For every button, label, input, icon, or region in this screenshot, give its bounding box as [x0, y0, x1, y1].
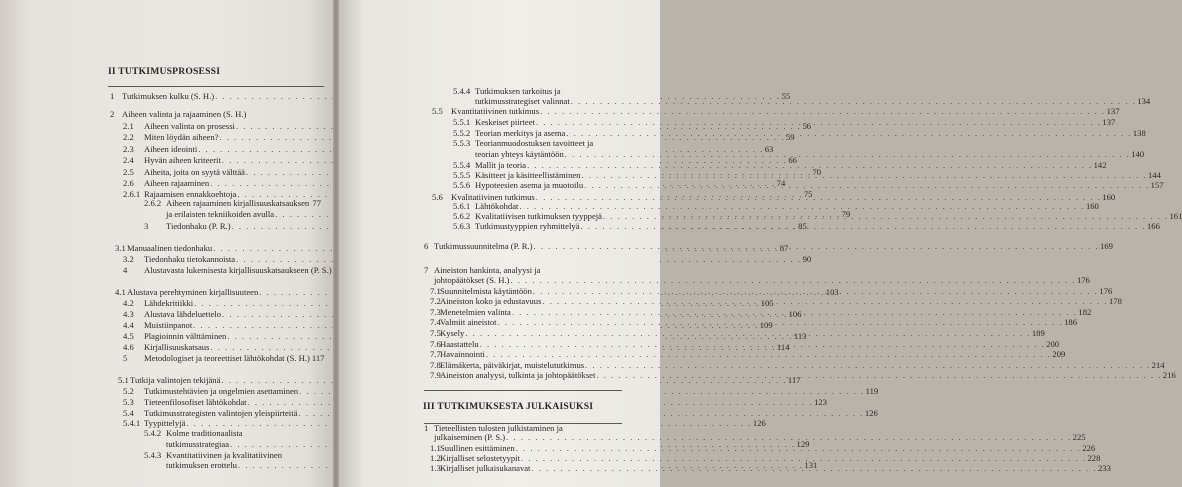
toc-entry-title: Suullinen esittäminen — [440, 443, 515, 453]
toc-entry-title: Tutkimuksen kulku (S. H.) — [122, 91, 215, 101]
toc-entry-number: 3.2 — [123, 254, 134, 264]
toc-entry-number: 7.4 — [430, 317, 441, 327]
dot-leader — [596, 371, 1162, 380]
toc-entry-title: Aiheen valinta on prosessi — [144, 121, 235, 131]
toc-entry-page: 178 — [1108, 296, 1122, 306]
toc-entry-number: 7.8 — [430, 360, 441, 370]
toc-entry-title: Tutkimustyyppien ryhmittelyä — [475, 221, 580, 231]
toc-entry-title: Kvantitatiivinen ja kvalitatiivinen — [166, 450, 282, 460]
dot-leader — [571, 97, 1137, 106]
toc-entry — [430, 360, 1165, 370]
dot-leader — [566, 129, 1132, 138]
toc-entry-number: 5.4.4 — [453, 86, 471, 96]
toc-entry — [453, 87, 622, 96]
toc-entry — [110, 110, 321, 119]
toc-entry-number: 7 — [424, 265, 429, 275]
toc-entry — [434, 432, 1086, 442]
toc-entry-title: Suunnitelmista käytäntöön — [440, 286, 532, 296]
dot-leader — [531, 464, 1097, 473]
toc-entry — [432, 106, 1120, 116]
toc-entry-page: 126 — [864, 408, 878, 418]
toc-entry-page: 117 — [311, 353, 325, 363]
dot-leader — [584, 178, 1150, 190]
toc-entry-page: 105 — [760, 298, 774, 308]
dot-leader — [533, 287, 1099, 296]
toc-entry-number: 5.6.1 — [453, 201, 471, 211]
dot-leader — [516, 444, 1082, 453]
toc-entry-title: Lähdekritiikki — [144, 298, 194, 308]
toc-entry-number: 2.2 — [123, 132, 134, 142]
toc-entry-number: 7.7 — [430, 349, 441, 359]
toc-entry — [453, 201, 1099, 211]
toc-entry-page: 117 — [787, 375, 801, 385]
dot-leader — [542, 297, 1108, 306]
toc-entry-title: Aineiston hankinta, analyysi ja — [434, 265, 541, 275]
toc-entry-title: Kvalitatiivinen tutkimus — [451, 192, 535, 202]
toc-entry-page: 216 — [1162, 370, 1176, 380]
toc-entry — [144, 451, 321, 460]
book-gutter — [333, 0, 339, 487]
toc-entry-page: 59 — [785, 132, 795, 142]
toc-entry-number: 7.1 — [430, 286, 441, 296]
toc-entry-number: 1.2 — [430, 453, 441, 463]
toc-entry-page: 182 — [1078, 307, 1092, 317]
toc-entry-number: 5.4.2 — [144, 428, 162, 438]
toc-entry-page: 70 — [812, 167, 822, 177]
toc-entry-title: Tieteenfilosofiset lähtökohdat — [144, 397, 247, 407]
toc-entry-page: 214 — [1151, 360, 1165, 370]
toc-entry-number: 5.5.6 — [453, 180, 471, 190]
dot-leader — [580, 222, 1146, 231]
toc-entry-title: Kirjallisuuskatsaus — [144, 342, 210, 352]
toc-entry-page: 87 — [779, 243, 789, 253]
toc-entry — [123, 353, 325, 363]
toc-entry-title: Hyvän aiheen kriteerit — [144, 155, 221, 165]
toc-entry-title: tutkimusstrategiset valinnat — [475, 96, 570, 106]
toc-entry-title: Metodologiset ja teoreettiset lähtökohdat (S. H.) — [144, 353, 310, 363]
toc-entry — [123, 254, 812, 264]
section-heading: III TUTKIMUKSESTA JULKAISUKSI — [423, 401, 594, 412]
toc-entry-title: Kvantitatiivinen tutkimus — [451, 106, 540, 116]
toc-entry-page: 142 — [1093, 160, 1107, 170]
toc-entry-number: 2 — [110, 109, 115, 119]
toc-entry-number: 3.1 — [115, 243, 126, 253]
toc-entry-title: Aiheita, joita on syytä välttää — [144, 167, 245, 177]
toc-entry-page: 137 — [1106, 106, 1120, 116]
toc-entry — [144, 199, 321, 208]
toc-entry — [430, 453, 1101, 463]
toc-entry-number: 2.1 — [123, 121, 134, 131]
dot-leader — [603, 209, 1169, 221]
toc-entry-title: Tutkija valintojen tekijänä — [130, 375, 221, 385]
toc-entry-title: Aiheen rajaaminen kirjallisuuskatsauksen — [166, 198, 310, 208]
toc-entry — [434, 275, 1090, 285]
section-heading: II TUTKIMUSPROSESSI — [108, 66, 221, 77]
dot-leader — [519, 202, 1085, 211]
toc-entry — [430, 349, 1066, 359]
toc-entry-number: 4.4 — [123, 320, 134, 330]
toc-entry-title: Haastattelu — [440, 339, 479, 349]
toc-entry-title: Manuaalinen tiedonhaku — [127, 243, 213, 253]
toc-entry-number: 5.4.1 — [123, 418, 141, 428]
toc-entry-number: 4 — [123, 265, 128, 275]
toc-entry-page: 114 — [776, 342, 790, 352]
toc-entry — [453, 139, 622, 148]
dot-leader — [540, 107, 1106, 116]
toc-entry-page: 233 — [1097, 463, 1111, 473]
toc-entry-title: Tutkimusstrategisten valintojen yleispiirteitä — [144, 408, 298, 418]
toc-entry-page: 161 — [1169, 211, 1182, 221]
toc-entry-page: 140 — [1131, 149, 1145, 159]
toc-entry-number: 5.5.5 — [453, 170, 471, 180]
toc-entry-page: 137 — [1102, 117, 1116, 127]
toc-entry-page: 200 — [1046, 339, 1060, 349]
toc-entry-number: 5.1 — [118, 375, 129, 385]
toc-entry-number: 5 — [123, 353, 128, 363]
toc-entry-title: Kvalitatiivisen tutkimuksen tyyppejä — [475, 211, 602, 221]
toc-entry-number: 2.4 — [123, 155, 134, 165]
toc-entry-title: Tieteellisten tulosten julkistaminen ja — [434, 423, 563, 433]
section-rule — [108, 86, 324, 87]
toc-entry-title: Lähtökohdat — [475, 201, 519, 211]
toc-entry-title: Aiheen rajaaminen — [144, 178, 210, 188]
toc-entry-title: Miten löydän aiheen? — [144, 132, 219, 142]
toc-entry-title: Kirjalliset selostetyypit — [440, 453, 520, 463]
dot-leader — [536, 118, 1102, 127]
toc-entry-title: Alustava lähdeluettelo — [144, 309, 222, 319]
toc-entry-page: 75 — [803, 189, 813, 199]
toc-entry-page: 74 — [776, 178, 786, 188]
dot-leader — [521, 454, 1087, 463]
toc-entry-title: Käsitteet ja käsitteellistäminen — [475, 170, 581, 180]
toc-entry-page: 126 — [752, 418, 766, 428]
toc-entry-number: 7.2 — [430, 296, 441, 306]
toc-entry-number: 5.4 — [123, 408, 134, 418]
toc-entry-number: 4.6 — [123, 342, 134, 352]
toc-entry-title: Alustava perehtyminen kirjallisuuteen — [127, 287, 259, 297]
toc-entry-title: Plagioinnin välttäminen — [144, 331, 227, 341]
toc-entry-title: Tutkimussuunnitelma (P. R.) — [434, 241, 533, 251]
toc-entry-page: 85 — [798, 221, 807, 231]
toc-entry-number: 5.6 — [432, 192, 443, 202]
toc-entry-title: tutkimusstrategiaa — [166, 439, 230, 449]
toc-entry-number: 5.6.3 — [453, 221, 471, 231]
toc-entry-page: 160 — [1085, 201, 1099, 211]
toc-entry-number: 2.5 — [123, 167, 134, 177]
toc-entry-title: Muistiinpanot — [144, 320, 193, 330]
toc-entry-title: Aiheen valinta ja rajaaminen (S. H.) — [122, 109, 247, 119]
toc-entry-number: 7.6 — [430, 339, 441, 349]
toc-entry-number: 5.5.1 — [453, 117, 471, 127]
dot-leader — [480, 340, 1046, 349]
toc-entry-page: 166 — [1147, 221, 1160, 231]
toc-entry-page: 160 — [1102, 192, 1116, 202]
toc-entry-page: 129 — [796, 439, 810, 449]
dot-leader — [534, 242, 1100, 251]
dot-leader — [310, 199, 311, 208]
toc-entry-page: 186 — [1064, 317, 1077, 327]
toc-entry-number: 1 — [424, 423, 429, 433]
toc-entry-number: 1 — [110, 91, 115, 101]
dot-leader — [512, 308, 1078, 317]
toc-entry-title: Tiedonhaku tietokannoista — [144, 254, 236, 264]
toc-entry-title: Kysely — [440, 328, 465, 338]
toc-entry-number: 5.5.2 — [453, 128, 471, 138]
toc-entry-page: 176 — [1076, 275, 1090, 285]
toc-entry-page: 134 — [1137, 96, 1151, 106]
toc-entry-number: 5.6.2 — [453, 211, 471, 221]
dot-leader — [486, 350, 1052, 359]
toc-entry-title: johtopäätökset (S. H.) — [434, 275, 510, 285]
toc-entry-number: 4.2 — [123, 298, 134, 308]
toc-entry-number: 1.3 — [430, 463, 441, 473]
toc-entry-title: tutkimuksen erottelu — [166, 460, 237, 470]
toc-entry-title: Kirjalliset julkaisukanavat — [440, 463, 531, 473]
toc-entry — [123, 386, 879, 396]
toc-entry-number: 2.6.2 — [144, 198, 162, 208]
toc-entry-page: 144 — [1148, 170, 1161, 180]
toc-entry-page: 176 — [1099, 286, 1113, 296]
toc-entry-title: Aiheen ideointi — [144, 144, 198, 154]
toc-entry-number: 7.9 — [430, 370, 441, 380]
toc-entry-page: 109 — [759, 320, 773, 330]
toc-entry-number: 5.5.4 — [453, 160, 471, 170]
toc-entry-page: 77 — [312, 198, 321, 208]
toc-entry-title: Tutkimustehtävien ja ongelmien asettaminen — [144, 386, 299, 396]
toc-entry-number: 5.5.3 — [453, 138, 471, 148]
toc-entry — [144, 429, 321, 438]
toc-entry-title: Menetelmien valinta — [440, 307, 511, 317]
toc-entry-page: 63 — [764, 144, 774, 154]
toc-entry-page: 79 — [841, 209, 851, 219]
toc-entry-page: 189 — [1031, 328, 1045, 338]
toc-entry-number: 2.6.1 — [123, 189, 141, 199]
toc-entry-number: 4.3 — [123, 309, 134, 319]
toc-entry-page: 106 — [788, 309, 802, 319]
toc-entry-number: 3 — [144, 221, 149, 231]
dot-leader — [510, 276, 1076, 285]
toc-entry-page: 228 — [1087, 453, 1101, 463]
toc-entry-title: Teorian merkitys ja asema — [475, 128, 566, 138]
toc-entry — [123, 265, 332, 275]
toc-entry-number: 2.3 — [123, 144, 134, 154]
toc-entry-number: 5.5 — [432, 106, 443, 116]
toc-entry-number: 4.1 — [115, 287, 126, 297]
toc-entry-title: Aineiston koko ja edustavuus — [440, 296, 542, 306]
toc-entry-number: 2.6 — [123, 178, 134, 188]
toc-entry-page: 56 — [802, 121, 812, 131]
toc-entry-page: 90 — [802, 254, 812, 264]
toc-entry-number: 7.3 — [430, 307, 441, 317]
toc-entry-page: 225 — [1072, 432, 1086, 442]
toc-entry-page: 226 — [1082, 443, 1096, 453]
toc-entry-number: 7.5 — [430, 328, 441, 338]
toc-entry-title: Teorianmuodostuksen tavoitteet ja — [475, 138, 594, 148]
toc-entry-number: 5.3 — [123, 397, 134, 407]
toc-entry-title: Hypoteesien asema ja muotoilu — [475, 180, 584, 190]
toc-entry-page: 66 — [788, 155, 797, 165]
toc-entry — [424, 266, 622, 275]
toc-entry-title: Havainnointi — [440, 349, 485, 359]
toc-entry-title: Aineiston analyysi, tulkinta ja johtopäätökset — [440, 370, 596, 380]
dot-leader — [527, 161, 1093, 170]
toc-entry-page: 103 — [825, 287, 839, 297]
toc-entry-title: Alustavasta lukemisesta kirjallisuuskatsaukseen (P. S.) — [144, 265, 332, 275]
toc-entry-page: 119 — [865, 386, 879, 396]
toc-entry-title: Elämäkerta, päiväkirjat, muistelututkimus — [440, 360, 585, 370]
toc-entry-number: 1.1 — [430, 443, 441, 453]
toc-entry-page: 113 — [793, 331, 807, 341]
toc-entry-title: Tiedonhaku (P. R.) — [166, 221, 231, 231]
toc-entry-title: teorian yhteys käytäntöön — [475, 149, 564, 159]
section-rule — [424, 390, 622, 391]
toc-entry-title: Tyypittelyjä — [144, 418, 186, 428]
toc-entry-number: 4.5 — [123, 331, 134, 341]
toc-entry-page: 131 — [804, 460, 818, 470]
dot-leader — [565, 150, 1131, 159]
toc-entry-title: Mallit ja teoria — [475, 160, 527, 170]
toc-entry-number: 6 — [424, 241, 429, 251]
dot-leader — [498, 318, 1064, 327]
dot-leader — [465, 329, 1031, 338]
toc-entry-page: 157 — [1150, 180, 1164, 190]
toc-entry-number: 5.2 — [123, 386, 134, 396]
toc-entry-page: 138 — [1132, 128, 1146, 138]
toc-entry-page: 169 — [1100, 241, 1113, 251]
toc-entry-title: julkaiseminen (P. S.) — [434, 432, 506, 442]
dot-leader — [581, 171, 1147, 180]
toc-entry-title: Keskeiset piirteet — [475, 117, 535, 127]
dot-leader — [585, 361, 1151, 370]
toc-entry-title: ja erilaisten tekniikoiden avulla — [166, 209, 275, 219]
toc-entry — [123, 408, 878, 418]
toc-entry-title: Valmiit aineistot — [440, 317, 497, 327]
toc-entry-title: Kolme traditionaalista — [166, 428, 243, 438]
toc-entry-page: 123 — [814, 397, 827, 407]
toc-entry-page: 209 — [1052, 349, 1066, 359]
dot-leader — [506, 433, 1072, 442]
toc-entry-number: 5.4.3 — [144, 450, 162, 460]
toc-entry-title: Rajaamisen ennakkoehtoja — [144, 189, 237, 199]
toc-entry-title: Tutkimuksen tarkoitus ja — [475, 86, 561, 96]
toc-entry-page: 55 — [781, 91, 791, 101]
